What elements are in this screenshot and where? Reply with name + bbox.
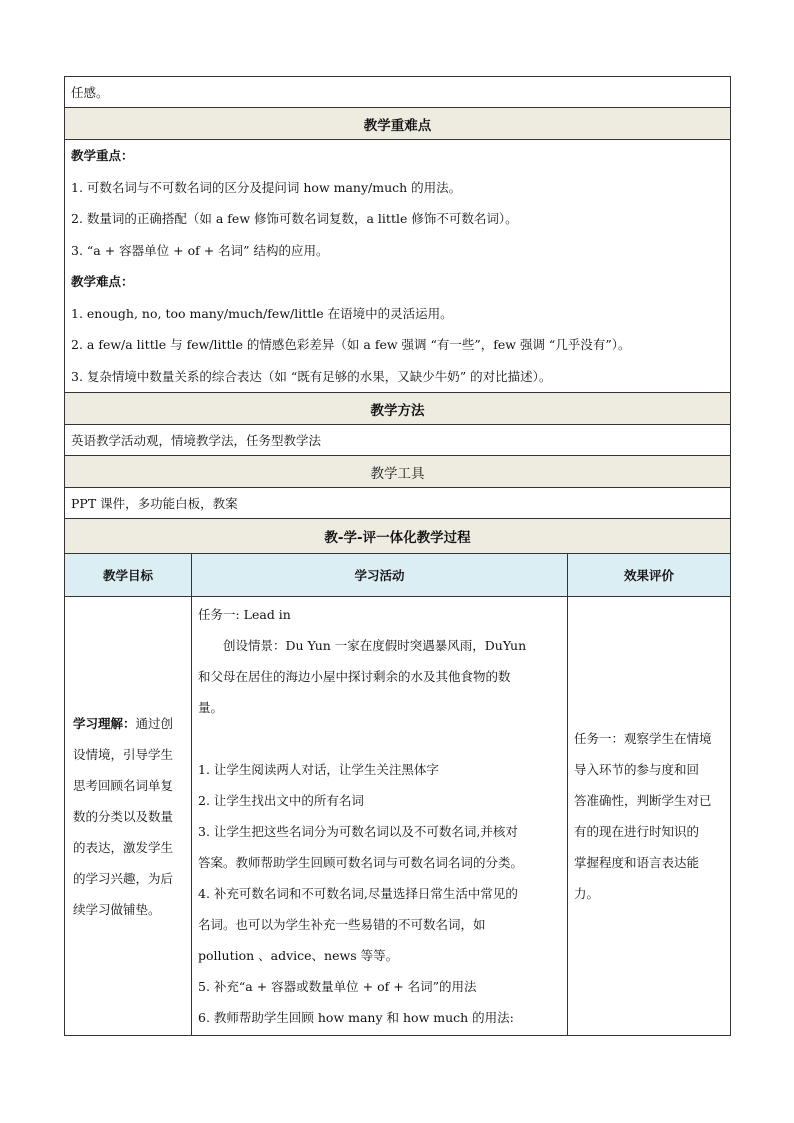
step-line: 3. 让学生把这些名词分为可数名词以及不可数名词,并核对 bbox=[198, 824, 518, 839]
column-header-evaluation: 效果评价 bbox=[568, 554, 731, 597]
difficulty-item: 1. enough, no, too many/much/few/little 在语境中的灵活运用。 bbox=[71, 305, 453, 321]
process-band bbox=[65, 519, 731, 554]
focus-item: 1. 可数名词与不可数名词的区分及提问词 how many/much 的用法。 bbox=[71, 179, 462, 195]
method-content: 英语教学活动观，情境教学法，任务型教学法 bbox=[65, 425, 731, 456]
tools-row bbox=[65, 488, 731, 519]
tools-band bbox=[65, 456, 731, 488]
process-column-headers bbox=[65, 554, 731, 597]
method-band bbox=[65, 393, 731, 425]
eval-line: 力。 bbox=[574, 886, 600, 901]
step-line: 6. 教师帮助学生回顾 how many 和 how much 的用法: bbox=[198, 1010, 514, 1025]
column-header-activity: 学习活动 bbox=[192, 554, 568, 597]
key-points-body bbox=[65, 140, 731, 393]
task-title: 任务一: Lead in bbox=[198, 607, 291, 622]
difficulty-label: 教学难点： bbox=[71, 274, 134, 289]
method-row bbox=[65, 425, 731, 456]
eval-line: 导入环节的参与度和回 bbox=[574, 762, 700, 777]
focus-item: 3. “a + 容器单位 + of + 名词” 结构的应用。 bbox=[71, 242, 329, 258]
scene-line: 创设情景：Du Yun 一家在度假时突遇暴风雨，DuYun bbox=[223, 638, 527, 653]
difficulty-item: 2. a few/a little 与 few/little 的情感色彩差异（如 a few 强调 “有一些”，few 强调 “几乎没有”）。 bbox=[71, 337, 631, 352]
goal-line: 思考回顾名词单复 bbox=[73, 777, 174, 793]
lesson-plan-table bbox=[64, 76, 731, 1036]
process-title: 教-学-评一体化教学过程 bbox=[65, 519, 731, 554]
process-row bbox=[65, 597, 731, 1036]
key-points-title: 教学重难点 bbox=[65, 108, 731, 140]
scene-line: 和父母在居住的海边小屋中探讨剩余的水及其他食物的数 bbox=[198, 669, 511, 684]
step-line: 名词。也可以为学生补充一些易错的不可数名词，如 bbox=[198, 917, 486, 932]
eval-line: 掌握程度和语言表达能 bbox=[574, 855, 700, 870]
evaluation-cell bbox=[568, 597, 731, 1036]
goal-cell bbox=[65, 597, 192, 1036]
step-line: 2. 让学生找出文中的所有名词 bbox=[198, 793, 364, 808]
step-line: 5. 补充“a + 容器或数量单位 + of + 名词”的用法 bbox=[198, 979, 477, 994]
goal-line: 续学习做铺垫。 bbox=[73, 901, 161, 917]
tools-content: PPT 课件，多功能白板，教案 bbox=[65, 488, 731, 519]
goal-line: 设情境，引导学生 bbox=[73, 746, 174, 762]
key-points-band bbox=[65, 108, 731, 140]
column-header-goal: 教学目标 bbox=[65, 554, 192, 597]
tools-title: 教学工具 bbox=[65, 456, 731, 488]
method-title: 教学方法 bbox=[65, 393, 731, 425]
focus-label: 教学重点： bbox=[71, 148, 134, 163]
eval-line: 有的现在进行时知识的 bbox=[574, 824, 700, 839]
goal-line: 的学习兴趣，为后 bbox=[73, 870, 174, 886]
goal-line: 通过创 bbox=[135, 715, 174, 731]
scene-line: 量。 bbox=[198, 700, 224, 715]
goal-line: 的表达，激发学生 bbox=[73, 839, 174, 855]
focus-item: 2. 数量词的正确搭配（如 a few 修饰可数名词复数，a little 修饰不可数名词）。 bbox=[71, 211, 518, 226]
step-line: pollution 、advice、news 等等。 bbox=[198, 948, 399, 963]
header-row bbox=[65, 77, 731, 108]
step-line: 答案。教师帮助学生回顾可数名词与可数名词名词的分类。 bbox=[198, 855, 524, 870]
step-line: 4. 补充可数名词和不可数名词,尽量选择日常生活中常见的 bbox=[198, 886, 518, 901]
goal-label: 学习理解： bbox=[73, 715, 136, 731]
step-line: 1. 让学生阅读两人对话，让学生关注黑体字 bbox=[198, 762, 439, 777]
eval-line: 任务一：观察学生在情境 bbox=[574, 731, 712, 746]
activity-cell bbox=[192, 597, 568, 1036]
eval-line: 答准确性，判断学生对已 bbox=[574, 793, 712, 808]
header-text: 任感。 bbox=[65, 77, 731, 108]
difficulty-item: 3. 复杂情境中数量关系的综合表达（如 “既有足够的水果，又缺少牛奶” 的对比描述）。 bbox=[71, 368, 552, 384]
goal-line: 数的分类以及数量 bbox=[73, 808, 174, 824]
